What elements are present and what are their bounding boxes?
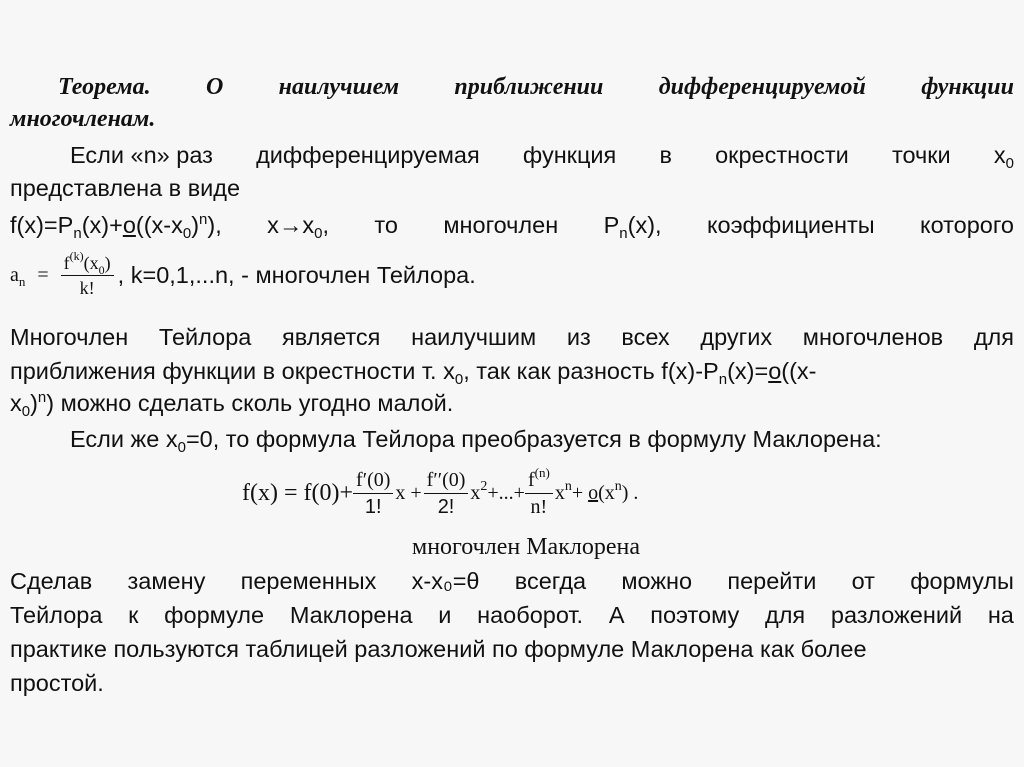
- coefficient-formula: [10, 250, 476, 300]
- para2-line-3: $x_0)^n$) можно сделать сколь угодно малой.: [10, 389, 454, 420]
- word: на: [987, 602, 1014, 628]
- word: к: [128, 602, 139, 628]
- an-symbol: $a_n$: [10, 263, 26, 289]
- word: Тейлора: [10, 602, 103, 628]
- taylor-remainder-line: [10, 210, 1014, 240]
- word: от: [851, 568, 875, 594]
- word: А: [608, 602, 625, 628]
- word: многочлен: [443, 212, 559, 238]
- para3-line: Если же $x_0=0$, то формула Тейлора преобразуется в формулу Маклорена:: [70, 426, 882, 456]
- word: всех: [621, 324, 670, 350]
- word: то: [374, 212, 398, 238]
- word: для: [973, 324, 1014, 350]
- term-n-denominator: n!: [530, 495, 548, 518]
- theorem-word: функции: [921, 74, 1014, 100]
- para2-line-2: приближения функции в окрестности т. $x_0$, так как разность $f(x)-P_n(x)=o((x-$: [10, 358, 817, 388]
- word: коэффициенты: [706, 212, 875, 238]
- caption-text: многочлен Маклорена: [412, 534, 640, 560]
- word: переменных: [240, 568, 377, 594]
- word: формуле: [164, 602, 265, 628]
- word: всегда: [514, 568, 587, 594]
- theorem-title-line-1: [58, 72, 1014, 102]
- maclaurin-term-n: [525, 464, 553, 518]
- word: окрестности: [715, 142, 849, 168]
- term-1-denominator: 1!: [364, 495, 382, 518]
- maclaurin-term-2: [424, 470, 469, 517]
- term-1-numerator: f′(0): [353, 470, 393, 494]
- theorem-word: Теорема.: [58, 74, 151, 100]
- word: Многочлен: [10, 324, 129, 350]
- word: x-x₀=θ: [411, 568, 480, 594]
- term-n-numerator: $f^{(n)}$: [525, 470, 553, 494]
- term-2-denominator: 2!: [437, 495, 455, 518]
- word: наилучшим: [411, 324, 537, 350]
- word: функция: [522, 142, 617, 168]
- para1-line-1: [70, 140, 1014, 170]
- limit-term: $x\to x_0$,: [267, 212, 330, 242]
- theorem-word: дифференцируемой: [658, 74, 866, 100]
- para4-line-1: [10, 566, 1014, 596]
- coefficient-caption: , k=0,1,...n, - многочлен Тейлора.: [117, 261, 476, 288]
- word: Сделав: [10, 568, 93, 594]
- fraction-numerator: $f^{(k)}(x_0)$: [61, 254, 114, 276]
- word: и: [438, 602, 452, 628]
- word: для: [765, 602, 806, 628]
- theorem-title-end: многочленам.: [10, 106, 156, 132]
- theorem-title-line-2: [10, 104, 1014, 134]
- word: из: [566, 324, 591, 350]
- word: Если «n» раз: [70, 142, 213, 168]
- word: Тейлора: [158, 324, 252, 350]
- para2-line-1: [10, 322, 1014, 352]
- para4-line-2: [10, 600, 1014, 630]
- theorem-word: О: [205, 74, 224, 100]
- word: разложений: [830, 602, 963, 628]
- equals-sign: =: [37, 263, 49, 286]
- para4-line-3: [10, 634, 1014, 664]
- term-n-x: $x^n$: [554, 478, 572, 504]
- theorem-word: наилучшем: [278, 74, 400, 100]
- term-2-numerator: f′′(0): [424, 470, 469, 494]
- word: перейти: [727, 568, 817, 594]
- maclaurin-caption: [0, 532, 1024, 562]
- fraction-denominator: k!: [79, 277, 95, 298]
- coefficient-fraction: [61, 248, 114, 298]
- word: является: [282, 324, 381, 350]
- word: дифференцируемая: [256, 142, 480, 168]
- word: в: [659, 142, 672, 168]
- remainder-o: + $o(x^n)$ .: [571, 478, 639, 504]
- word: формулы: [910, 568, 1014, 594]
- word: других: [700, 324, 773, 350]
- word: наоборот.: [477, 602, 584, 628]
- maclaurin-lhs: f(x) = f(0)+: [242, 479, 354, 506]
- term-1-x: x +: [395, 481, 422, 504]
- word: поэтому: [650, 602, 740, 628]
- para4-text: практике пользуются таблицей разложений по формуле Маклорена как более: [10, 636, 867, 662]
- theorem-word: приближении: [454, 74, 604, 100]
- word: Маклорена: [289, 602, 413, 628]
- maclaurin-term-1: [353, 470, 393, 517]
- word: точки: [891, 142, 951, 168]
- word: многочленов: [802, 324, 944, 350]
- para1-text: представлена в виде: [10, 175, 241, 201]
- para4-line-4: [10, 668, 1014, 698]
- word: которого: [920, 212, 1014, 238]
- para1-line-2: [10, 173, 1014, 203]
- para4-text-end: простой.: [10, 670, 104, 696]
- term-2-x: $x^2$: [470, 478, 488, 504]
- remainder-formula: $f(x)=P_n(x)+o((x-x_0)^n)$,: [10, 211, 222, 242]
- word: можно: [621, 568, 693, 594]
- ellipsis-plus: +...+: [487, 481, 525, 504]
- word: замену: [127, 568, 206, 594]
- pn-term: $P_n(x)$,: [603, 212, 662, 242]
- x0-term: $x_0$: [993, 142, 1014, 172]
- maclaurin-formula: [242, 462, 638, 524]
